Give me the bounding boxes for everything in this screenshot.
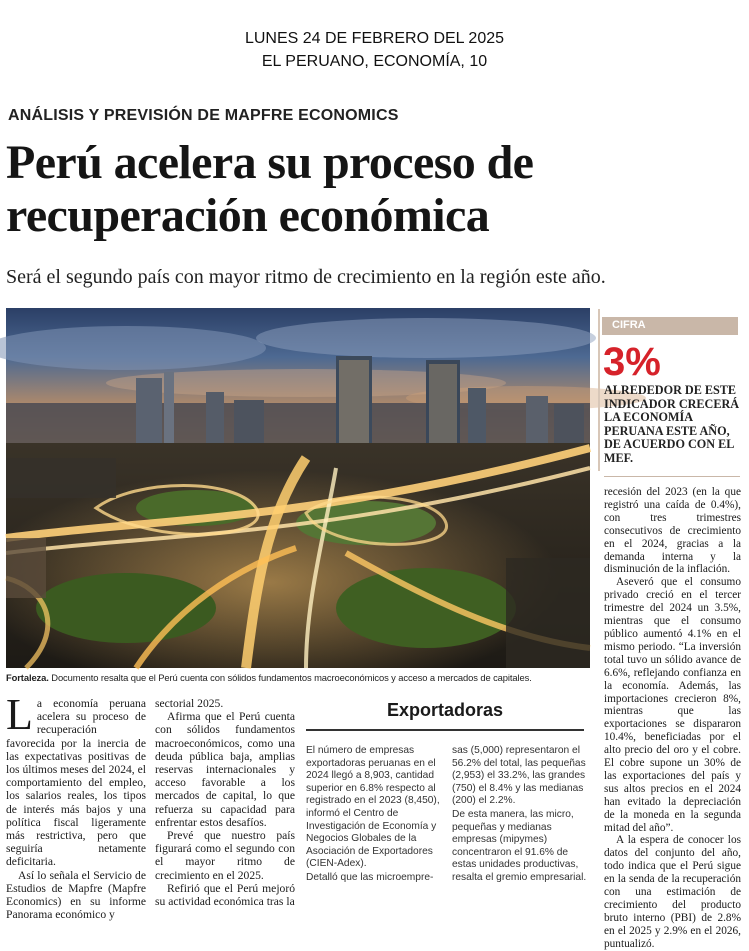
caption-text: Documento resalta que el Perú cuenta con sólidos fundamentos macroeconómicos y acceso a mercados de capitales.: [48, 672, 532, 683]
paragraph: Detalló que las microempre-: [306, 871, 434, 883]
photo-illustration: [6, 308, 590, 668]
headline-line-2: recuperación económica: [6, 189, 490, 242]
paragraph: Afirma que el Perú cuenta con sólidos fundamentos macroeconómicos, como una deuda pública baja, amplias reservas internacionales y acceso favorable a los mercados de capital, lo que refuerza su capacidad para enfrentar estos desafíos.: [155, 710, 295, 829]
paragraph: Refirió que el Perú mejoró su actividad económica tras la: [155, 881, 295, 909]
box-title-rule: [306, 729, 584, 731]
cifra-tag: [602, 317, 738, 335]
dateline-source: EL PERUANO, ECONOMÍA, 10: [261, 53, 488, 70]
paragraph: sas (5,000) representaron el 56.2% del total, las pequeñas (2,953) el 33.2%, las grandes (750) el 8.4% y las medianas (200) el 2.2%.: [452, 745, 586, 807]
city-interchange-photo: [6, 308, 590, 668]
paragraph: sectorial 2025.: [155, 697, 224, 710]
box-column-right: [452, 745, 588, 885]
box-title: Exportadoras: [386, 700, 504, 720]
paragraph: A la espera de conocer los datos del conjunto del año, todo indica que el Perú sigue en la senda de la recuperación con una estimación de crecimiento del producto bruto interno (PBI) de 2.8% en el 2025 y 2.9% en el 2026, puntualizó.: [604, 834, 741, 950]
photo-caption: [6, 672, 596, 683]
body-column-2: [155, 697, 295, 908]
cifra-tag-label: CIFRA: [612, 319, 646, 331]
caption-label: Fortaleza.: [6, 672, 49, 683]
paragraph: recesión del 2023 (en la que registró una caída de 0.4%), con tres trimestres consecutivos de crecimiento en el 2024, gracias a la demanda interna y la disminución de la inflación.: [604, 486, 741, 576]
cifra-divider: [598, 309, 600, 471]
cifra-number: 3%: [603, 340, 661, 384]
cifra-bottom-rule: [604, 476, 740, 477]
paragraph: De esta manera, las micro, pequeñas y medianas empresas (mipymes) concentraron el 91.6% de estas unidades productivas, resalta el gremio empresarial.: [452, 808, 587, 883]
headline-line-1: Perú acelera su proceso de: [6, 136, 534, 189]
subheadline: Será el segundo país con mayor ritmo de crecimiento en la región este año.: [6, 266, 606, 288]
dateline-date: LUNES 24 DE FEBRERO DEL 2025: [244, 30, 505, 47]
paragraph: La economía peruana acelera su proceso de recuperación favorecida por la inercia de las expectativas positivas de los últimos meses del 2024, el comportamiento del empleo, los salarios reales, los tipos de interés más bajos y una política fiscal ligeramente más restrictiva, pero que seguiría netamente deficitaria.: [6, 690, 146, 869]
paragraph: Aseveró que el consumo privado creció en el tercer trimestre del 2024 un 3.5%, mientras que el consumo público aumentó 4.1% en el mismo periodo. “La inversión total tuvo un sólido avance de 6.6%, reflejando confianza en la economía. Además, las importaciones crecieron 8%, mientras que las exportaciones se dispararon 10.4%, beneficiadas por el alto precio del oro y el cobre. El cobre supone un 30% de las exportaciones del país y sus altos precios en el 2024 han evitado la depreciación de la moneda en la segunda mitad del año”.: [604, 576, 741, 834]
body-column-1: [6, 690, 146, 922]
drop-cap: L: [6, 690, 33, 739]
cifra-description: ALREDEDOR DE ESTE INDICADOR CRECERÁ LA ECONOMÍA PERUANA ESTE AÑO, DE ACUERDO CON EL MEF.: [604, 383, 740, 465]
body-column-4: [604, 486, 741, 951]
paragraph: El número de empresas exportadoras peruanas en el 2024 llegó a 8,903, cantidad superior en 6.8% respecto al registrado en el 2023 (8,450), informó el Centro de Investigación de Economía y Negocios Globales de la Asociación de Exportadores (CIEN-Adex).: [306, 745, 440, 870]
paragraph: Prevé que nuestro país figurará como el segundo con el mayor ritmo de crecimiento en el 2025.: [155, 829, 295, 882]
headline: [6, 136, 746, 242]
box-column-left: [306, 745, 443, 885]
paragraph: Así lo señala el Servicio de Estudios de Mapfre (Mapfre Economics) en su informe Panorama económico y: [6, 868, 146, 922]
kicker: ANÁLISIS Y PREVISIÓN DE MAPFRE ECONOMICS: [8, 107, 399, 124]
